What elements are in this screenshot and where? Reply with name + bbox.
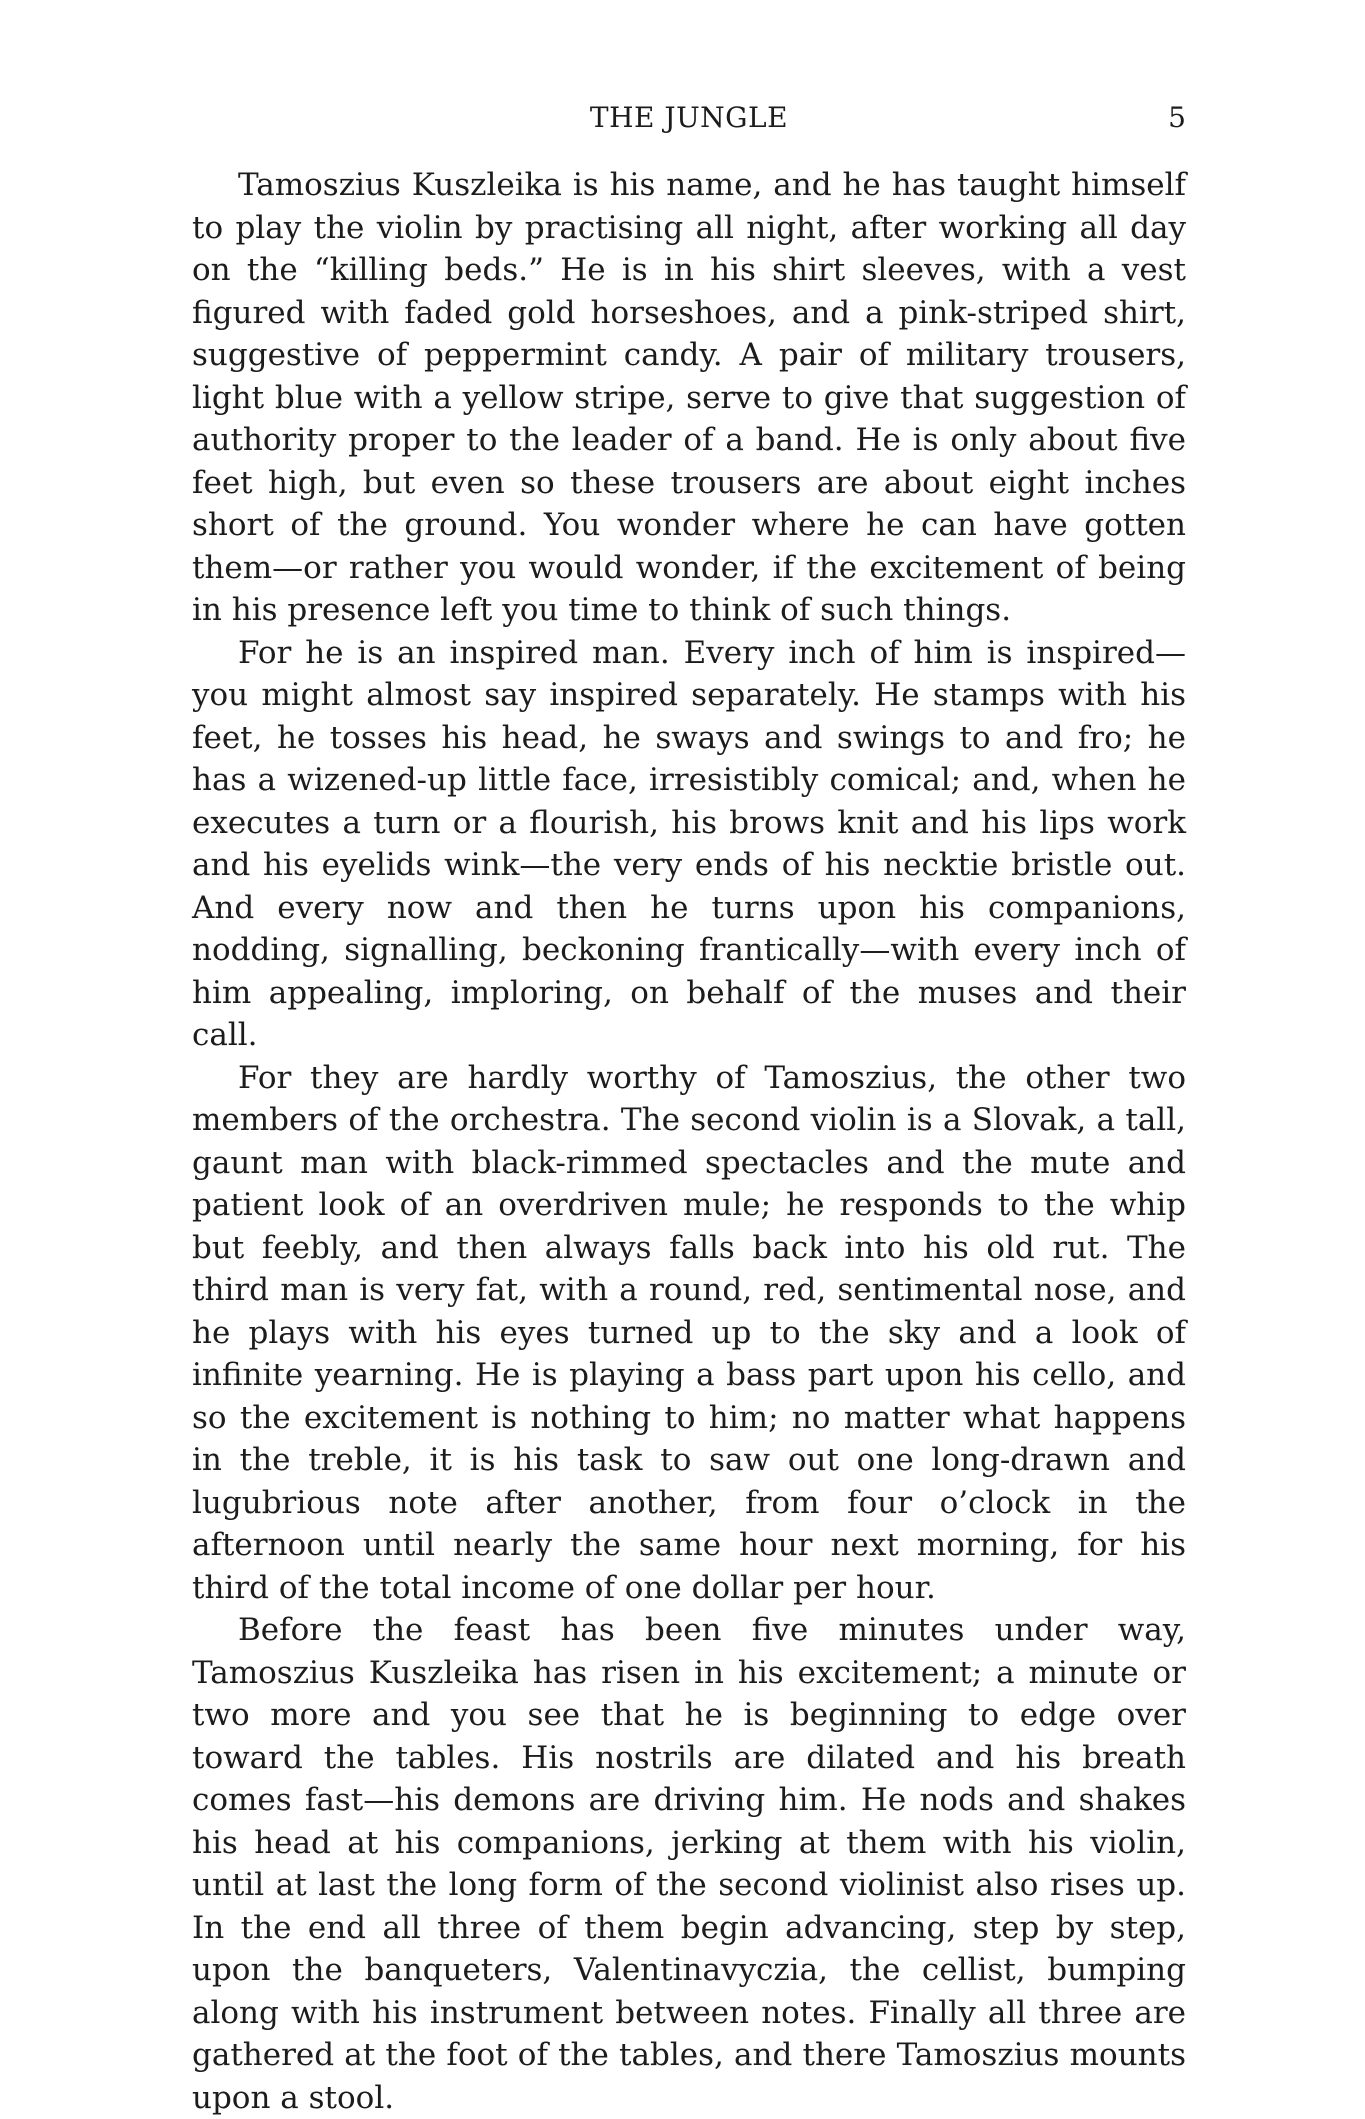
paragraph: For they are hardly worthy of Tamoszius, the other two members of the orchestra. The second violin is a Slovak, a tall, gaunt man with black-rimmed spectacles and the mute and patient look of an overdriven mule; he responds to the whip but feebly, and then always falls back into his old rut. The third man is very fat, with a round, red, sentimental nose, and he plays with his eyes turned up to the sky and a look of infinite yearning. He is playing a bass part upon his cello, and so the excitement is nothing to him; no matter what happens in the treble, it is his task to saw out one long-drawn and lugubrious note after another, from four o’clock in the afternoon until nearly the same hour next morning, for his third of the total income of one dollar per hour.	[192, 1059, 1186, 1606]
body-text	[192, 164, 1186, 2119]
page-number: 5	[1168, 101, 1186, 134]
paragraph: Tamoszius Kuszleika is his name, and he has taught himself to play the violin by practising all night, after working all day on the “killing beds.” He is in his shirt sleeves, with a vest figured with faded gold horseshoes, and a pink-striped shirt, suggestive of peppermint candy. A pair of military trousers, light blue with a yellow stripe, serve to give that suggestion of authority proper to the leader of a band. He is only about five feet high, but even so these trousers are about eight inches short of the ground. You wonder where he can have gotten them—or rather you would wonder, if the excitement of being in his presence left you time to think of such things.	[192, 167, 1186, 628]
running-header	[192, 98, 1186, 138]
running-title: THE JUNGLE	[589, 101, 789, 134]
paragraph: Before the feast has been five minutes under way, Tamoszius Kuszleika has risen in his excitement; a minute or two more and you see that he is beginning to edge over toward the tables. His nostrils are dilated and his breath comes fast—his demons are driving him. He nods and shakes his head at his companions, jerking at them with his violin, until at last the long form of the second violinist also rises up. In the end all three of them begin advancing, step by step, upon the banqueters, Valentinavyczia, the cellist, bumping along with his instrument between notes. Finally all three are gathered at the foot of the tables, and there Tamoszius mounts upon a stool.	[192, 1612, 1186, 2116]
paragraph: For he is an inspired man. Every inch of him is inspired—you might almost say inspired separately. He stamps with his feet, he tosses his head, he sways and swings to and fro; he has a wizened-up little face, irresistibly comical; and, when he executes a turn or a flourish, his brows knit and his lips work and his eyelids wink—the very ends of his necktie bristle out. And every now and then he turns upon his companions, nodding, signalling, beckoning frantically—with every inch of him appealing, imploring, on behalf of the muses and their call.	[192, 634, 1186, 1053]
